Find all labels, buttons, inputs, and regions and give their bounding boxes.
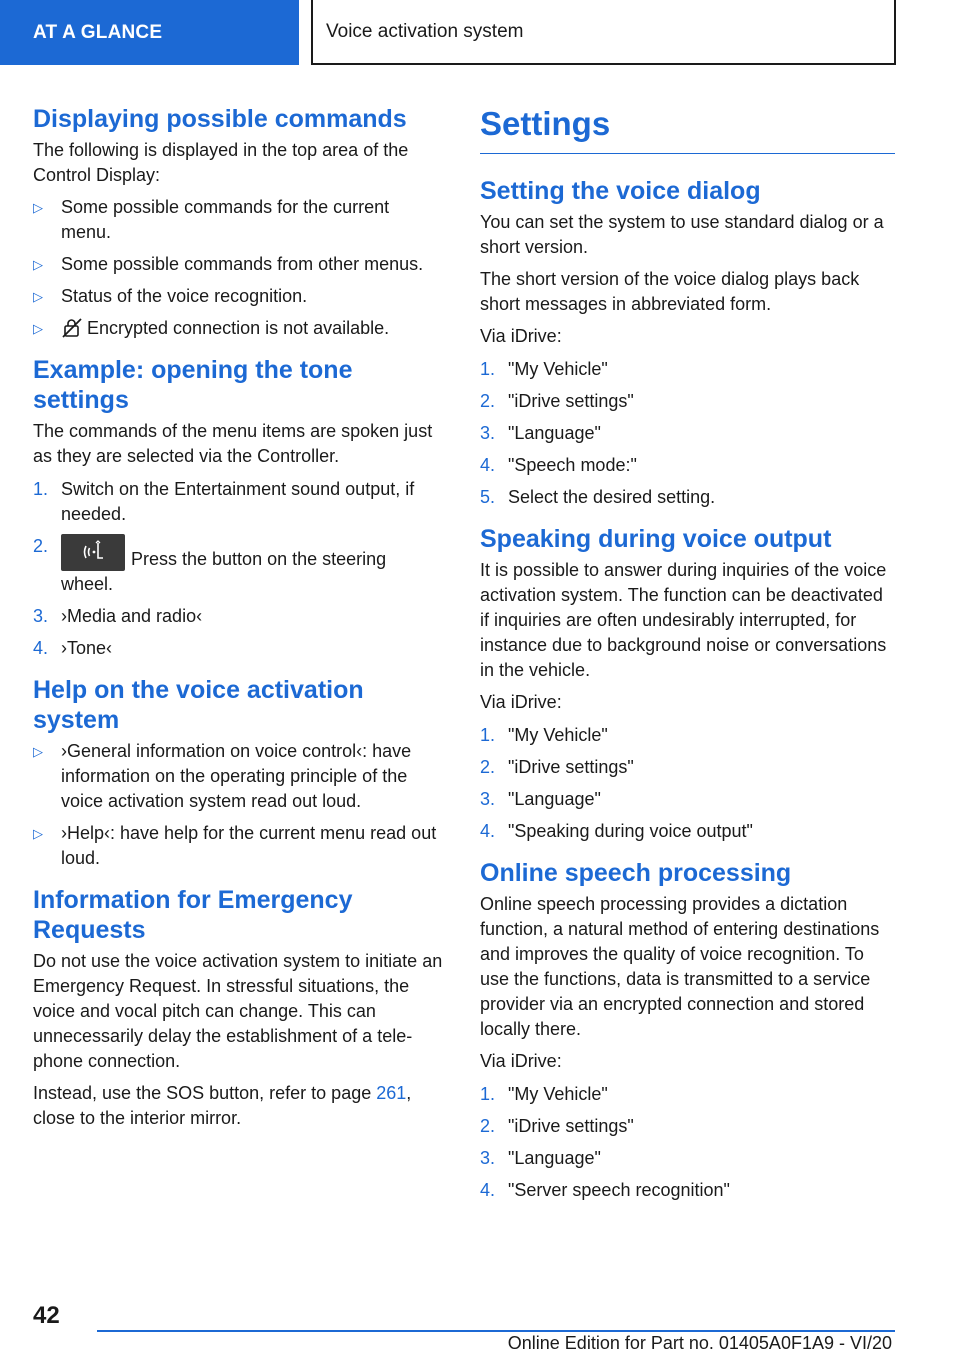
list-item: 5. Select the desired setting. — [480, 487, 716, 507]
list-item: 1. "My Vehicle" — [480, 359, 608, 379]
triangle-bullet-icon: ▷ — [33, 257, 43, 272]
list-item: ▷ Encrypted connection is not available. — [33, 316, 443, 341]
paragraph: The short version of the voice dialog plays back short messages in abbreviated form. — [480, 269, 860, 314]
list-item: ▷ Some possible commands for the current menu. — [33, 197, 390, 242]
list-item: 2. "iDrive settings" — [480, 391, 634, 411]
list-item: 1. "My Vehicle" — [480, 1084, 608, 1104]
paragraph: Via iDrive: — [480, 1051, 562, 1071]
paragraph: Instead, use the SOS button, refer to page 261, close to the interior mirror. — [33, 1083, 412, 1128]
numbered-list — [33, 477, 443, 661]
chapter-title: Voice activation system — [311, 0, 896, 65]
heading-online-speech: Online speech processing — [480, 859, 792, 887]
list-item: 1. Switch on the Entertainment sound output, if needed. — [33, 479, 415, 524]
heading-voice-dialog: Setting the voice dialog — [480, 177, 761, 205]
paragraph: Via iDrive: — [480, 692, 562, 712]
numbered-list — [480, 723, 895, 844]
list-item: 3. "Language" — [480, 423, 601, 443]
list-item: 2. "iDrive settings" — [480, 757, 634, 777]
heading-example-tone: Example: opening the tone settings — [33, 356, 353, 414]
right-column — [480, 100, 895, 1217]
page-link[interactable]: 261 — [376, 1083, 407, 1103]
triangle-bullet-icon: ▷ — [33, 200, 43, 215]
list-item: 2. "iDrive settings" — [480, 1116, 634, 1136]
edition-text: Online Edition for Part no. 01405A0F1A9 - VI/20 — [507, 1333, 892, 1353]
paragraph: It is possible to answer during inquiries of the voice activation system. The function can be deactivated if inquiries are often undesirably interrupted, for instance due to background noise or conversations in the vehicle. — [480, 560, 887, 680]
list-item: ▷ ›Help‹: have help for the current menu read out loud. — [33, 823, 437, 868]
bullet-list — [33, 739, 443, 871]
list-item: ▷ Status of the voice recognition. — [33, 284, 443, 309]
paragraph: The following is displayed in the top area of the Control Display: — [33, 140, 409, 185]
list-item: 3. ›Media and radio‹ — [33, 606, 203, 626]
list-item: 4. ›Tone‹ — [33, 638, 113, 658]
list-item: 2. Press the button on the steering wheel. — [33, 536, 387, 594]
paragraph: Via iDrive: — [480, 326, 562, 346]
heading-speaking: Speaking during voice output — [480, 525, 832, 553]
list-item: 4. "Server speech recognition" — [480, 1180, 730, 1200]
heading-displaying-commands: Displaying possible commands — [33, 105, 407, 133]
footer-divider — [97, 1330, 895, 1332]
paragraph: The commands of the menu items are spoken just as they are selected via the Controller. — [33, 421, 433, 466]
heading-settings: Settings — [480, 100, 895, 154]
triangle-bullet-icon: ▷ — [33, 826, 43, 841]
heading-help: Help on the voice activation system — [33, 676, 364, 734]
numbered-list — [480, 1082, 895, 1203]
paragraph: Online speech processing provides a dictation function, a natural method of entering destinations and improves the quality of voice recognition. To use the functions, data is transmitted to a service provider via an encrypted connection and stored locally there. — [480, 894, 880, 1039]
no-encryption-icon — [61, 318, 83, 338]
voice-command-button-icon — [61, 534, 125, 571]
triangle-bullet-icon: ▷ — [33, 289, 43, 304]
triangle-bullet-icon: ▷ — [33, 744, 43, 759]
page-number: 42 — [33, 1302, 60, 1329]
paragraph: Do not use the voice activation system to initiate an Emergency Request. In stressful situations, the voice and vocal pitch can change. This can unnecessarily delay the establishment of a telephone connection. — [33, 951, 443, 1071]
list-item: 3. "Language" — [480, 789, 601, 809]
list-item: 4. "Speech mode:" — [480, 455, 637, 475]
numbered-list — [480, 357, 895, 510]
bullet-list — [33, 195, 443, 341]
page-header — [0, 0, 960, 66]
list-item: ▷ Some possible commands from other menus. — [33, 252, 443, 277]
list-item: 3. "Language" — [480, 1148, 601, 1168]
list-item: 4. "Speaking during voice output" — [480, 821, 753, 841]
heading-emergency: Information for Emergency Requests — [33, 886, 353, 944]
left-column — [33, 100, 443, 1138]
section-tab: AT A GLANCE — [0, 0, 299, 65]
paragraph: You can set the system to use standard dialog or a short version. — [480, 212, 884, 257]
list-item: ▷ ›General information on voice control‹: have information on the operating principle of the voice activation system read out loud. — [33, 741, 412, 811]
list-item: 1. "My Vehicle" — [480, 725, 608, 745]
triangle-bullet-icon: ▷ — [33, 321, 43, 336]
